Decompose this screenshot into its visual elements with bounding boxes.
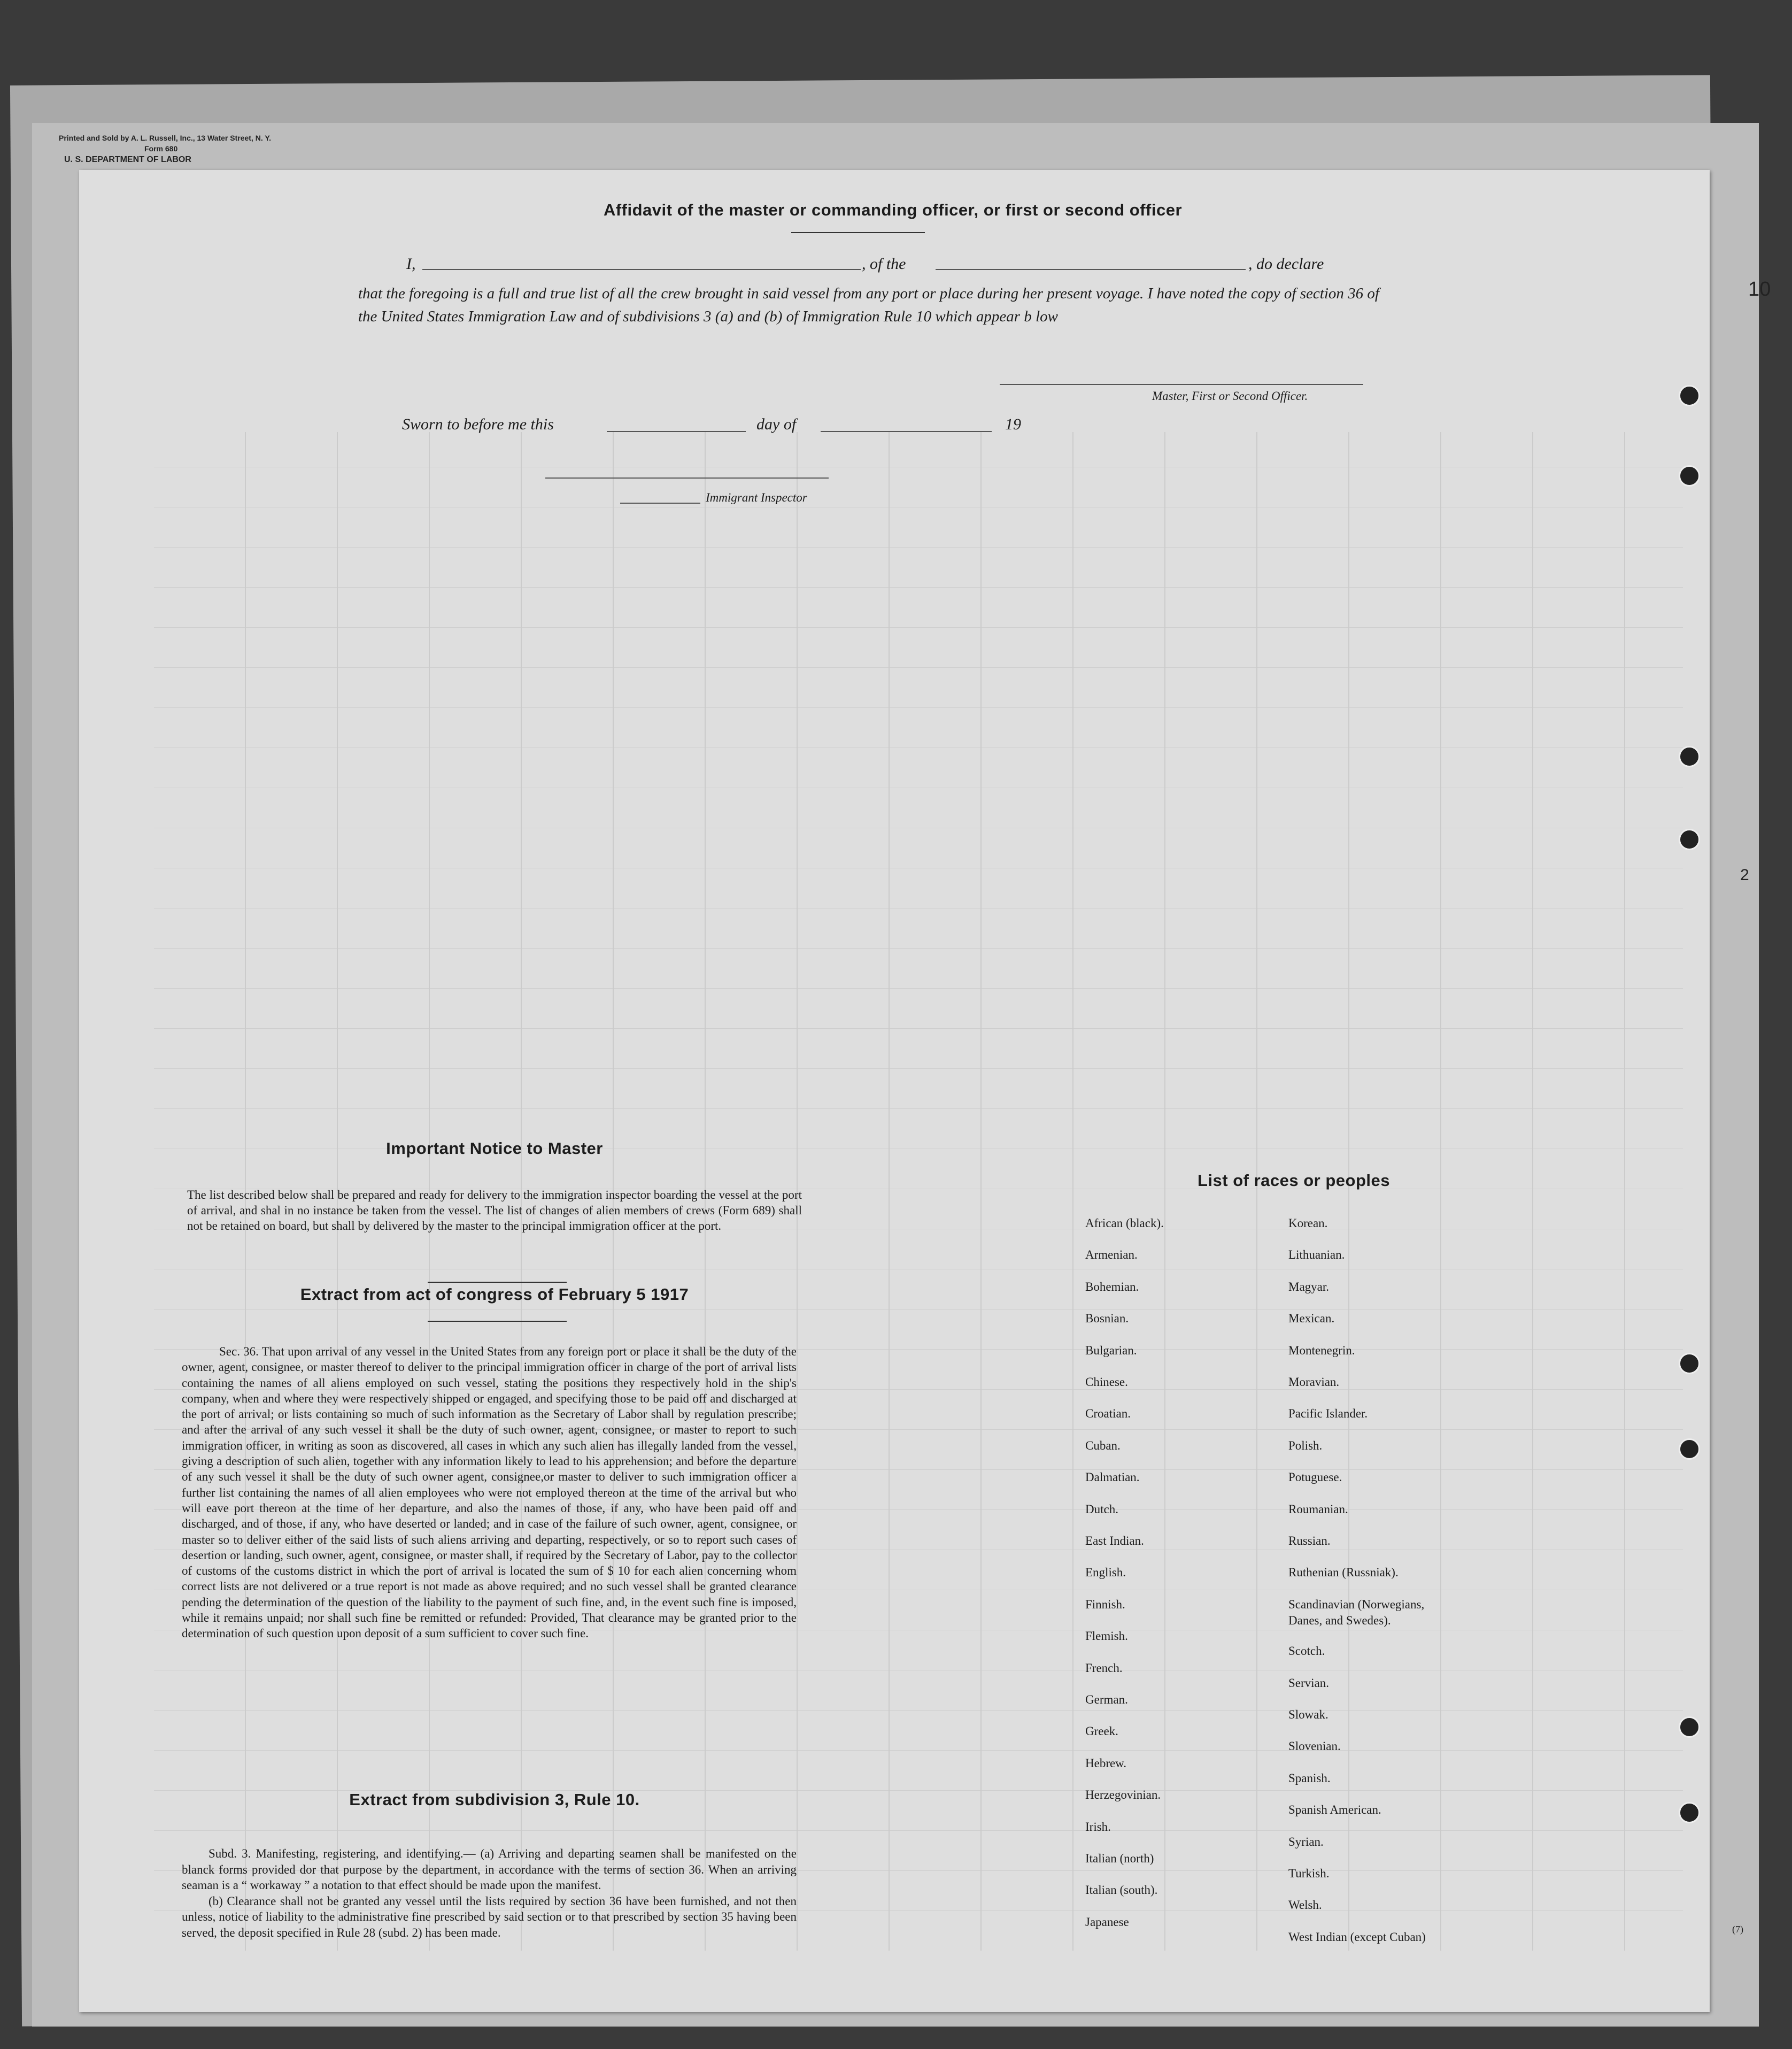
race-item: West Indian (except Cuban) bbox=[1288, 1930, 1426, 1944]
notice-title: Important Notice to Master bbox=[386, 1139, 603, 1158]
race-item: African (black). bbox=[1085, 1216, 1164, 1230]
race-item: Pacific Islander. bbox=[1288, 1407, 1368, 1421]
race-item: Dutch. bbox=[1085, 1502, 1118, 1516]
race-item: Finnish. bbox=[1085, 1597, 1125, 1611]
inspector-short-blank bbox=[620, 503, 700, 504]
punch-hole bbox=[1679, 746, 1700, 767]
race-item: French. bbox=[1085, 1661, 1123, 1675]
form-number: Form 680 bbox=[144, 144, 178, 153]
race-item: Scandinavian (Norwegians, bbox=[1288, 1597, 1425, 1611]
races-title: List of races or peoples bbox=[1198, 1171, 1390, 1190]
race-item: Slowak. bbox=[1288, 1708, 1328, 1721]
race-item: Lithuanian. bbox=[1288, 1248, 1345, 1262]
margin-number-mid: 2 bbox=[1740, 866, 1749, 884]
race-item: Turkish. bbox=[1288, 1867, 1330, 1880]
affidavit-form-page bbox=[79, 170, 1710, 2012]
punch-hole bbox=[1679, 829, 1700, 850]
race-item: East Indian. bbox=[1085, 1534, 1144, 1547]
rule-extract-title: Extract from subdivision 3, Rule 10. bbox=[349, 1790, 640, 1809]
act-extract-title: Extract from act of congress of February 5 1917 bbox=[300, 1285, 689, 1304]
race-item: German. bbox=[1085, 1693, 1128, 1706]
race-item: Montenegrin. bbox=[1288, 1343, 1355, 1357]
race-item: Cuban. bbox=[1085, 1438, 1121, 1452]
section-36-text: Sec. 36. That upon arrival of any vessel in the United States from any foreign port or place it shall be the duty of the owner, agent, consignee, or master thereof to deliver to the principal immigration officer in charge of the port of arrival lists containing the names of all aliens employed on such vessel, stating the positions they respectively hold in the ship's company, when and where they were respectively shipped or engaged, and specifying those to be paid off and discharged at the port of arrival; or lists containing so much of such information as the Secretary of Labor shall by regulation prescribe; and after the arrival of any such vessel it shall be the duty of such owner, agent, consignee, or master to report to such immigration officer, in writing as soon as discovered, all cases in which any such alien has illegally landed from the vessel, giving a description of such alien, together with any information likely to lead to his apprehension; and before the departure of any such vessel it shall be the duty of such owner agent, consignee,or master to deliver to such immigration officer a further list containing the names of all alien employees who were not employed thereon at the time of the arrival but who will eave port thereon at the time of her departure, and also the names of those, if any, who have been paid off and discharged, and of those, if any, who have deserted or landed; and in case of the failure of such owner, agent, consignee, or master so to deliver either of the said lists of such aliens arriving and departing, respectively, or so to report such cases of desertion or landing, such owner, agent, consignee, or master shall, if required by the Secretary of Labor, pay to the collector of customs of the customs district in which the port of arrival is located the sum of $ 10 for each alien concerning whom correct lists are not delivered or a true report is not made as above required; and no such vessel shall be granted clearance pending the determination of the question of the liability to the payment of such fine, and, in the event such fine is imposed, while it remains unpaid; nor shall such fine be remitted or refunded: Provided, That clearance may be granted prior to the determination of such question upon deposit of a sum sufficient to cover such fine. bbox=[182, 1345, 797, 1640]
notice-body: The list described below shall be prepared and ready for delivery to the immigration inspector boarding the vessel at the port of arrival, and shal in no instance be taken from the vessel. The list of changes of alien members of crews (Form 689) shall not be retained on board, but shall by delivered by the master to the principal immigration officer at the port. bbox=[187, 1188, 802, 1233]
department-label: U. S. DEPARTMENT OF LABOR bbox=[64, 155, 191, 164]
race-item: Irish. bbox=[1085, 1820, 1111, 1834]
punch-hole bbox=[1679, 1716, 1700, 1738]
margin-number-top: 10 bbox=[1748, 278, 1771, 301]
day-blank[interactable] bbox=[607, 431, 746, 432]
title-rule bbox=[791, 232, 925, 233]
inspector-signature-blank[interactable] bbox=[545, 477, 829, 479]
affidavit-title: Affidavit of the master or commanding officer, or first or second officer bbox=[603, 201, 1183, 219]
name-blank[interactable] bbox=[422, 269, 861, 270]
race-item: Scotch. bbox=[1288, 1644, 1325, 1658]
race-item: Potuguese. bbox=[1288, 1470, 1342, 1484]
race-item: Herzegovinian. bbox=[1085, 1788, 1161, 1802]
race-item: Roumanian. bbox=[1288, 1502, 1348, 1516]
race-item: Flemish. bbox=[1085, 1629, 1128, 1643]
race-item: Ruthenian (Russniak). bbox=[1288, 1566, 1399, 1580]
race-item: Danes, and Swedes). bbox=[1288, 1613, 1391, 1627]
race-item: Spanish American. bbox=[1288, 1803, 1381, 1817]
race-item: Chinese. bbox=[1085, 1375, 1128, 1389]
punch-hole bbox=[1679, 465, 1700, 487]
year-prefix: 19 bbox=[1005, 415, 1021, 433]
declaration-text: that the foregoing is a full and true list of all the crew brought in said vessel from any port or place during her present voyage. I have noted the copy of section 36 of the United States Immigration Law and of subdivisions 3 (a) and (b) of Immigration Rule 10 which appear b low bbox=[358, 285, 1379, 325]
race-item: Hebrew. bbox=[1085, 1756, 1127, 1770]
printer-line: Printed and Sold by A. L. Russell, Inc., 13 Water Street, N. Y. bbox=[59, 134, 272, 142]
of-the-label: , of the bbox=[862, 255, 906, 273]
race-item: Armenian. bbox=[1085, 1248, 1138, 1262]
punch-hole bbox=[1679, 1802, 1700, 1823]
punch-hole bbox=[1679, 1353, 1700, 1374]
day-of-label: day of bbox=[756, 415, 797, 433]
race-item: Greek. bbox=[1085, 1724, 1118, 1738]
race-item: Polish. bbox=[1288, 1438, 1323, 1452]
margin-code-bottom: (7) bbox=[1732, 1924, 1743, 1935]
signature-label: Master, First or Second Officer. bbox=[1152, 389, 1308, 403]
race-item: Moravian. bbox=[1288, 1375, 1340, 1389]
rule-10-para-b: (b) Clearance shall not be granted any vessel until the lists required by section 36 have been furnished, and not then unless, notice of liability to the administrative fine prescribed by said section or to that prescribed by section 35 having been served, the deposit specified in Rule 28 (subd. 2) has been made. bbox=[182, 1894, 797, 1939]
month-blank[interactable] bbox=[821, 431, 992, 432]
race-item: Magyar. bbox=[1288, 1280, 1330, 1293]
punch-hole bbox=[1679, 1438, 1700, 1460]
rule-above-act bbox=[428, 1282, 567, 1283]
signature-blank[interactable] bbox=[1000, 384, 1363, 385]
race-item: Welsh. bbox=[1288, 1898, 1322, 1912]
inspector-label: Immigrant Inspector bbox=[706, 491, 807, 504]
race-item: Bohemian. bbox=[1085, 1280, 1139, 1293]
race-item: Russian. bbox=[1288, 1534, 1331, 1547]
race-item: Croatian. bbox=[1085, 1407, 1131, 1421]
race-item: Italian (north) bbox=[1085, 1852, 1154, 1865]
race-item: English. bbox=[1085, 1566, 1126, 1580]
punch-hole bbox=[1679, 385, 1700, 406]
race-item: Japanese bbox=[1085, 1915, 1129, 1929]
race-item: Spanish. bbox=[1288, 1771, 1331, 1785]
race-item: Bulgarian. bbox=[1085, 1343, 1137, 1357]
sworn-label: Sworn to before me this bbox=[402, 415, 554, 433]
race-item: Dalmatian. bbox=[1085, 1470, 1140, 1484]
rule-10-para-a: Subd. 3. Manifesting, registering, and identifying.— (a) Arriving and departing seamen shall be manifested on the blanck forms provided dor that purpose by the department, in accordance with the terms of section 36. When an arriving seaman is a “ workaway ” a notation to that effect should be made upon the manifest. bbox=[182, 1847, 797, 1892]
i-label: I, bbox=[406, 255, 416, 273]
race-item: Mexican. bbox=[1288, 1312, 1335, 1326]
rule-10-text bbox=[182, 1846, 797, 1940]
race-item: Italian (south). bbox=[1085, 1883, 1158, 1897]
race-item: Bosnian. bbox=[1085, 1312, 1129, 1326]
do-declare-label: , do declare bbox=[1248, 255, 1324, 273]
race-item: Syrian. bbox=[1288, 1835, 1324, 1848]
race-item: Servian. bbox=[1288, 1676, 1330, 1690]
race-item: Korean. bbox=[1288, 1216, 1328, 1230]
rule-below-act bbox=[428, 1321, 567, 1322]
race-item: Slovenian. bbox=[1288, 1739, 1341, 1753]
vessel-blank[interactable] bbox=[936, 269, 1246, 270]
